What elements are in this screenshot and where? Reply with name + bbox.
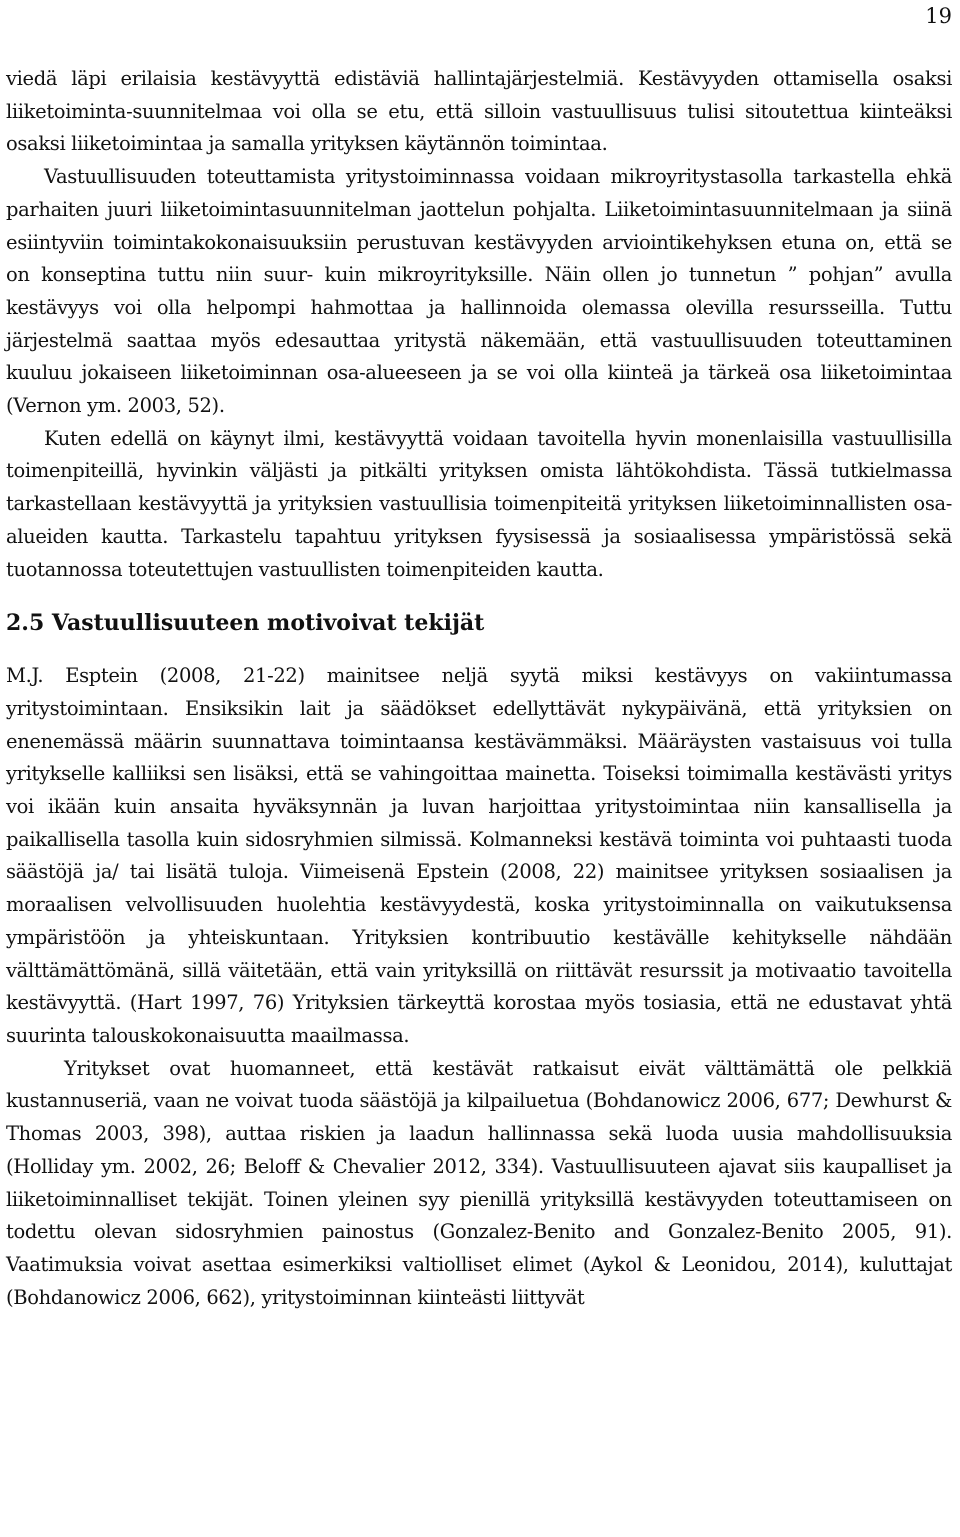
page-number: 19 — [925, 4, 952, 28]
section-heading: 2.5 Vastuullisuuteen motivoivat tekijät — [6, 610, 485, 637]
paragraph: Kuten edellä on käynyt ilmi, kestävyyttä voidaan tavoitella hyvin monenlaisilla vastuullisilla toimenpiteillä, hyvinkin väljästi ja pitkälti yrityksen omista lähtökohdista. Tässä tutkielmassa tarkastellaan kestävyyttä ja yrityksien vastuullisia toimenpiteitä yrityksen liiketoiminnallisten osa-alueiden kautta. Tarkastelu tapahtuu yrityksen fyysisessä ja sosiaalisessa ympäristössä sekä tuotannossa toteutettujen vastuullisten toimenpiteiden kautta. — [6, 426, 952, 581]
section-paragraph: M.J. Esptein (2008, 21-22) mainitsee neljä syytä miksi kestävyys on vakiintumassa yritystoimintaan. Ensiksikin lait ja säädökset edellyttävät nykypäivänä, että yrityksien on enenemässä määrin suunnattava toimintaansa kestävämmäksi. Määräysten vastaisuus voi tulla yritykselle kalliiksi sen lisäksi, että se vahingoittaa mainetta. Toiseksi toimimalla kestävästi yritys voi ikään kuin ansaita hyväksynnän ja luvan harjoittaa yritystoimintaa niin kansallisella ja paikallisella tasolla kuin sidosryhmien silmissä. Kolmanneksi kestävä toiminta voi puhtaasti tuoda säästöjä ja/ tai lisätä tuloja. Viimeisenä Epstein (2008, 22) mainitsee yrityksen sosiaalisen ja moraalisen velvollisuuden huolehtia kestävyydestä, koska yritystoiminnalla on vaikutuksensa ympäristöön ja yhteiskuntaan. Yrityksien kontribuutio kestävälle kehitykselle nähdään välttämättömänä, sillä väitetään, että vain yrityksillä on riittävät resurssit ja motivaatio tavoitella kestävyyttä. (Hart 1997, 76) Yrityksien tärkeyttä korostaa myös tosiasia, että ne edustavat yhtä suurinta talouskokonaisuutta maailmassa. — [6, 664, 952, 1047]
paragraph-continuation: viedä läpi erilaisia kestävyyttä edistäviä hallintajärjestelmiä. Kestävyyden ottamisella osaksi liiketoiminta-suunnitelmaa voi olla se etu, että silloin vastuullisuus tulisi sitoutettua kiinteäksi osaksi liiketoimintaa ja samalla yrityksen käytännön toimintaa. — [6, 67, 952, 156]
document-body — [6, 63, 952, 1314]
section-paragraph: Yritykset ovat huomanneet, että kestävät ratkaisut eivät välttämättä ole pelkkiä kustannuseriä, vaan ne voivat tuoda säästöjä ja kilpailuetua (Bohdanowicz 2006, 677; Dewhurst & Thomas 2003, 398), auttaa riskien ja laadun hallinnassa sekä luoda uusia mahdollisuuksia (Holliday ym. 2002, 26; Beloff & Chevalier 2012, 334). Vastuullisuuteen ajavat siis kaupalliset ja liiketoiminnalliset tekijät. Toinen yleinen syy pienillä yrityksillä kestävyyden toteuttamiseen on todettu olevan sidosryhmien painostus (Gonzalez-Benito and Gonzalez-Benito 2005, 91). Vaatimuksia voivat asettaa esimerkiksi valtiolliset elimet (Aykol & Leonidou, 2014), kuluttajat (Bohdanowicz 2006, 662), yritystoiminnan kiinteästi liittyvät — [6, 1056, 952, 1309]
paragraph: Vastuullisuuden toteuttamista yritystoiminnassa voidaan mikroyritystasolla tarkastella ehkä parhaiten juuri liiketoimintasuunnitelman jaottelun pohjalta. Liiketoimintasuunnitelmaan ja siinä esiintyviin toimintakokonaisuuksiin perustuvan kestävyyden arviointikehyksen etuna on, että se on konseptina tuttu niin suur- kuin mikroyrityksille. Näin ollen jo tunnetun ” pohjan” avulla kestävyys voi olla helpompi hahmottaa ja hallinnoida olemassa olevilla resursseilla. Tuttu järjestelmä saattaa myös edesauttaa yritystä näkemään, että vastuullisuuden toteuttaminen kuuluu jokaiseen liiketoiminnan osa-alueeseen ja se voi olla kiinteä ja tärkeä osa liiketoimintaa (Vernon ym. 2003, 52). — [6, 165, 952, 418]
